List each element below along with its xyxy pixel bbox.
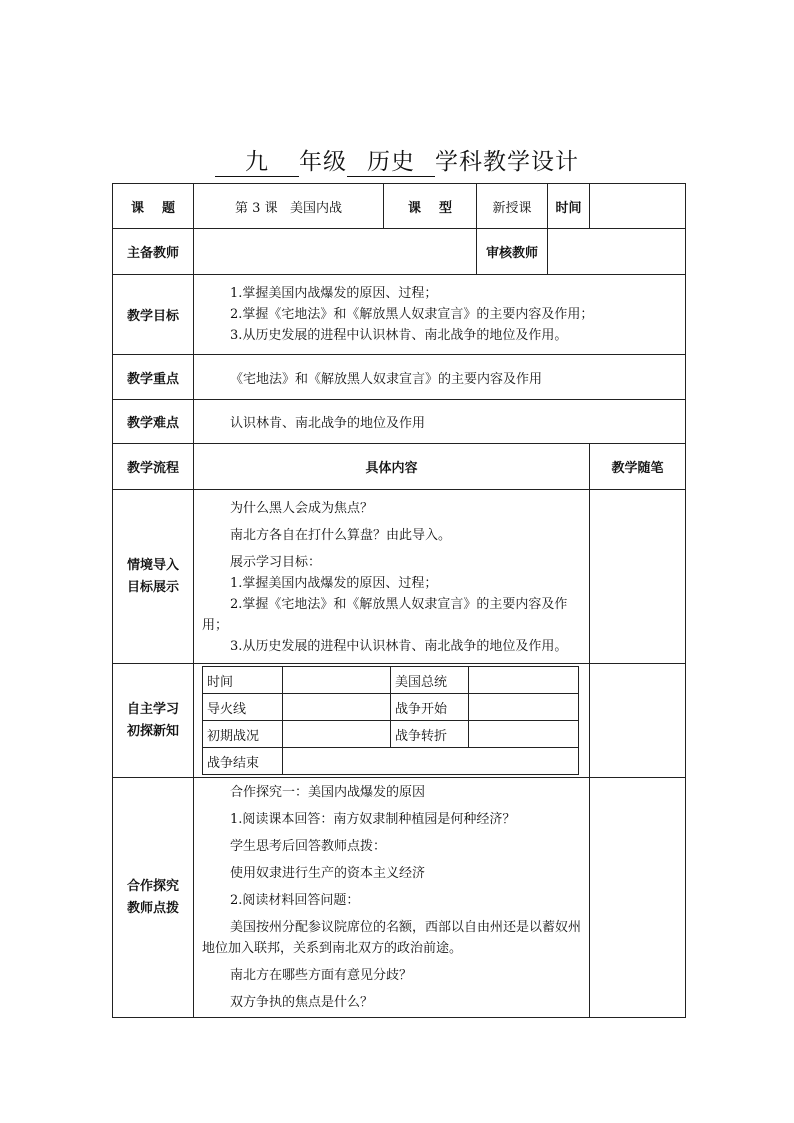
intro-content xyxy=(194,490,590,664)
cooperate-content xyxy=(194,778,590,1018)
intro-paragraph: 2.掌握《宅地法》和《解放黑人奴隶宣言》的主要内容及作用； xyxy=(202,597,568,633)
type-value: 新授课 xyxy=(477,184,548,229)
goal-item: 1.掌握美国内战爆发的原因、过程； xyxy=(230,286,438,301)
type-label: 课 型 xyxy=(384,184,477,229)
key-point-value: 《宅地法》和《解放黑人奴隶宣言》的主要内容及作用 xyxy=(194,355,686,400)
review-teacher-value xyxy=(548,229,686,275)
cooperate-paragraph: 2.阅读材料回答问题： xyxy=(230,893,360,908)
intro-paragraph: 1.掌握美国内战爆发的原因、过程； xyxy=(230,576,438,591)
header-row xyxy=(113,184,686,229)
flow-header-row xyxy=(113,444,686,490)
grid-cell-blank[interactable] xyxy=(283,721,391,748)
grid-cell-blank[interactable] xyxy=(283,748,579,775)
document-title xyxy=(0,148,794,177)
self-study-row xyxy=(113,664,686,778)
main-teacher-value xyxy=(194,229,477,275)
grid-row xyxy=(203,748,579,775)
intro-paragraph: 展示学习目标： xyxy=(230,555,322,570)
goal-item: 3.从历史发展的进程中认识林肯、南北战争的地位及作用。 xyxy=(230,328,568,343)
intro-paragraph: 南北方各自在打什么算盘？由此导入。 xyxy=(230,528,452,543)
goal-item: 2.掌握《宅地法》和《解放黑人奴隶宣言》的主要内容及作用； xyxy=(230,307,594,322)
grid-cell-blank[interactable] xyxy=(469,721,579,748)
cooperate-label: 合作探究 教师点拨 xyxy=(113,778,194,1018)
subject-value: 历史 xyxy=(347,148,435,177)
lesson-value: 第 3 课 美国内战 xyxy=(194,184,384,229)
cooperate-paragraph: 南北方在哪些方面有意见分歧？ xyxy=(230,968,413,983)
lesson-label: 课 题 xyxy=(113,184,194,229)
lesson-plan-table xyxy=(112,183,686,1018)
flow-label: 教学流程 xyxy=(113,444,194,490)
grid-cell-blank[interactable] xyxy=(469,694,579,721)
cooperate-notes xyxy=(590,778,686,1018)
intro-label: 情境导入 目标展示 xyxy=(113,490,194,664)
intro-paragraph: 为什么黑人会成为焦点？ xyxy=(230,501,374,516)
time-value xyxy=(590,184,686,229)
self-study-label: 自主学习 初探新知 xyxy=(113,664,194,778)
cooperate-paragraph: 合作探究一：美国内战爆发的原因 xyxy=(230,785,426,800)
goals-content xyxy=(194,275,686,355)
cooperate-paragraph: 双方争执的焦点是什么？ xyxy=(230,995,374,1010)
grid-cell-label: 战争开始 xyxy=(391,694,469,721)
content-header: 具体内容 xyxy=(194,444,590,490)
key-point-row xyxy=(113,355,686,400)
difficulty-row xyxy=(113,400,686,444)
self-study-grid xyxy=(202,666,579,775)
time-label: 时间 xyxy=(548,184,590,229)
grid-cell-blank[interactable] xyxy=(283,694,391,721)
cooperate-row xyxy=(113,778,686,1018)
grid-cell-label: 初期战况 xyxy=(203,721,283,748)
cooperate-paragraph: 使用奴隶进行生产的资本主义经济 xyxy=(230,866,426,881)
key-point-label: 教学重点 xyxy=(113,355,194,400)
goals-label: 教学目标 xyxy=(113,275,194,355)
grid-row xyxy=(203,694,579,721)
grid-cell-label: 美国总统 xyxy=(391,667,469,694)
review-teacher-label: 审核教师 xyxy=(477,229,548,275)
grid-cell-label: 导火线 xyxy=(203,694,283,721)
teacher-row xyxy=(113,229,686,275)
grid-cell-label: 时间 xyxy=(203,667,283,694)
cooperate-paragraph: 1.阅读课本回答：南方奴隶制种植园是何种经济？ xyxy=(230,812,516,827)
difficulty-label: 教学难点 xyxy=(113,400,194,444)
subject-suffix: 学科教学设计 xyxy=(435,149,579,175)
difficulty-value: 认识林肯、南北战争的地位及作用 xyxy=(194,400,686,444)
grid-row xyxy=(203,721,579,748)
grid-cell-blank[interactable] xyxy=(469,667,579,694)
grade-suffix: 年级 xyxy=(299,149,347,175)
grid-cell-label: 战争结束 xyxy=(203,748,283,775)
cooperate-paragraph: 美国按州分配参议院席位的名额，西部以自由州还是以蓄奴州地位加入联邦，关系到南北双方的政治前途。 xyxy=(202,920,582,956)
grid-cell-blank[interactable] xyxy=(283,667,391,694)
grid-row xyxy=(203,667,579,694)
intro-row xyxy=(113,490,686,664)
main-teacher-label: 主备教师 xyxy=(113,229,194,275)
self-study-notes xyxy=(590,664,686,778)
self-study-content xyxy=(194,664,590,778)
goals-row xyxy=(113,275,686,355)
notes-header: 教学随笔 xyxy=(590,444,686,490)
grid-cell-label: 战争转折 xyxy=(391,721,469,748)
intro-notes xyxy=(590,490,686,664)
cooperate-paragraph: 学生思考后回答教师点拨： xyxy=(230,839,387,854)
grade-value: 九 xyxy=(215,148,299,177)
intro-paragraph: 3.从历史发展的进程中认识林肯、南北战争的地位及作用。 xyxy=(230,639,568,654)
